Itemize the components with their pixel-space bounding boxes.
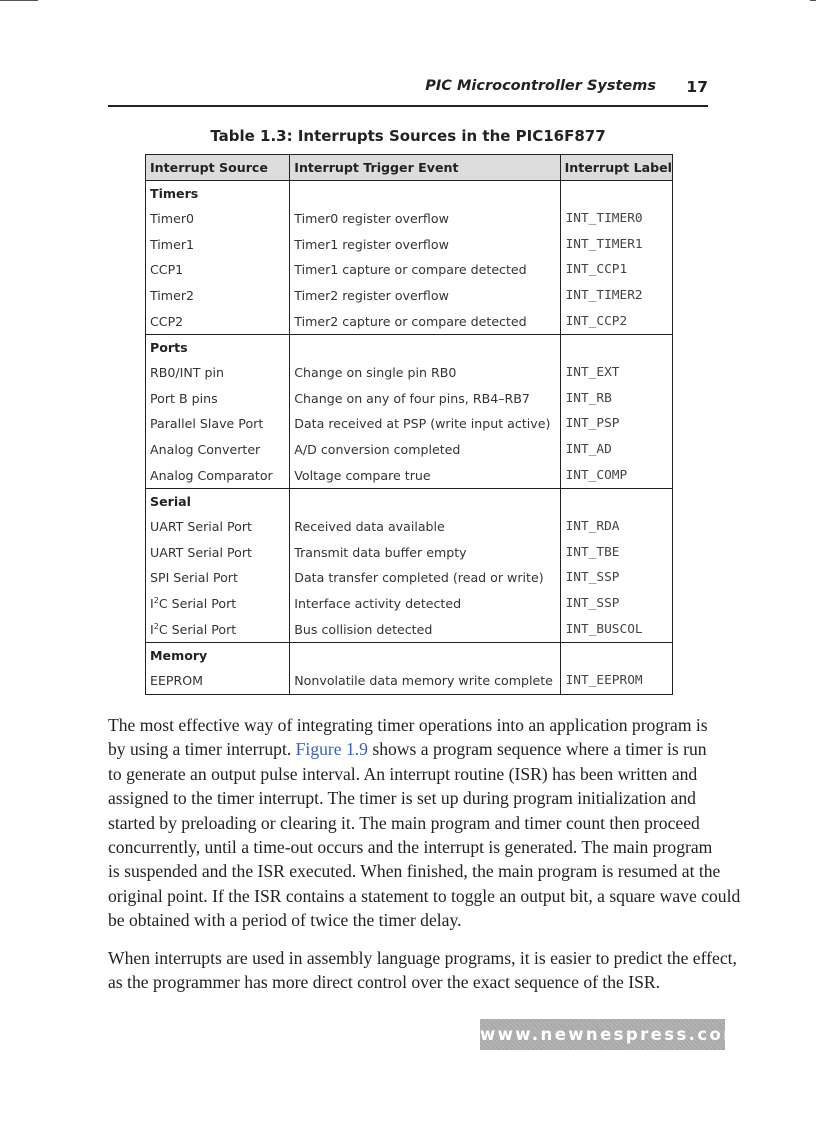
table-group-row: [146, 488, 673, 514]
interrupt-source-cell: Analog Comparator: [146, 462, 290, 488]
trigger-event-cell: Received data available: [290, 514, 560, 540]
table-row: [146, 360, 673, 386]
interrupt-source-cell: Timer0: [146, 206, 290, 232]
column-header-event: Interrupt Trigger Event: [290, 155, 560, 181]
table-group-row: [146, 334, 673, 360]
table-row: [146, 411, 673, 437]
source-superscript: 2: [153, 595, 159, 605]
table-header-row: [146, 155, 673, 181]
publisher-website[interactable]: www.newnespress.com: [480, 1019, 725, 1050]
group-heading: Serial: [146, 488, 290, 514]
table-row: [146, 283, 673, 309]
source-prefix: I: [150, 596, 154, 612]
paragraph-line: concurrently, until a time-out occurs and the interrupt is generated. The main program: [108, 837, 713, 858]
table-row: [146, 206, 673, 232]
source-superscript: 2: [153, 621, 159, 631]
interrupt-label-cell: INT_EEPROM: [560, 668, 672, 694]
interrupt-source-cell: UART Serial Port: [146, 540, 290, 566]
interrupt-source-cell: CCP2: [146, 308, 290, 334]
column-header-label: Interrupt Label: [560, 155, 672, 181]
table-row: [146, 616, 673, 642]
interrupt-source-cell: Port B pins: [146, 386, 290, 412]
table-row: [146, 232, 673, 258]
interrupt-source-cell: SPI Serial Port: [146, 565, 290, 591]
interrupt-label-cell: INT_COMP: [560, 462, 672, 488]
trigger-event-cell: Transmit data buffer empty: [290, 540, 560, 566]
trigger-event-cell: Voltage compare true: [290, 462, 560, 488]
crop-mark-right: [810, 0, 816, 1]
interrupt-label-cell: INT_TIMER2: [560, 283, 672, 309]
paragraph-line: [108, 737, 708, 761]
empty-cell: [560, 642, 672, 668]
table-row: [146, 565, 673, 591]
interrupt-source-cell: [146, 616, 290, 642]
interrupt-label-cell: INT_TIMER1: [560, 232, 672, 258]
interrupt-label-cell: INT_CCP2: [560, 308, 672, 334]
interrupt-source-cell: RB0/INT pin: [146, 360, 290, 386]
table-row: [146, 437, 673, 463]
interrupt-label-cell: INT_BUSCOL: [560, 616, 672, 642]
trigger-event-cell: Timer1 capture or compare detected: [290, 257, 560, 283]
table-group-row: [146, 642, 673, 668]
paragraph-line: to generate an output pulse interval. An interrupt routine (ISR) has been written and: [108, 763, 698, 784]
table-row: [146, 462, 673, 488]
trigger-event-cell: Timer2 register overflow: [290, 283, 560, 309]
text-span: by using a timer interrupt.: [108, 739, 296, 760]
page-number: 17: [686, 78, 708, 96]
paragraph-line: started by preloading or clearing it. The main program and timer count then proceed: [108, 812, 700, 833]
trigger-event-cell: Change on any of four pins, RB4–RB7: [290, 386, 560, 412]
group-heading: Ports: [146, 334, 290, 360]
paragraph-line: original point. If the ISR contains a statement to toggle an output bit, a square wave could: [108, 885, 741, 906]
table-row: [146, 591, 673, 617]
interrupt-source-cell: EEPROM: [146, 668, 290, 694]
trigger-event-cell: A/D conversion completed: [290, 437, 560, 463]
group-heading: Timers: [146, 181, 290, 207]
text-span: shows a program sequence where a timer is run: [367, 739, 707, 760]
column-header-source: Interrupt Source: [146, 155, 290, 181]
empty-cell: [290, 334, 560, 360]
source-prefix: I: [150, 621, 154, 637]
paragraph-timer-interrupts: [108, 713, 741, 933]
empty-cell: [290, 488, 560, 514]
interrupt-source-cell: Timer2: [146, 283, 290, 309]
trigger-event-cell: Bus collision detected: [290, 616, 560, 642]
trigger-event-cell: Timer1 register overflow: [290, 232, 560, 258]
interrupt-label-cell: INT_EXT: [560, 360, 672, 386]
table-row: [146, 540, 673, 566]
trigger-event-cell: Timer2 capture or compare detected: [290, 308, 560, 334]
trigger-event-cell: Interface activity detected: [290, 591, 560, 617]
empty-cell: [560, 488, 672, 514]
table-row: [146, 308, 673, 334]
table-body: [146, 181, 673, 695]
interrupt-source-cell: Parallel Slave Port: [146, 411, 290, 437]
interrupt-source-cell: UART Serial Port: [146, 514, 290, 540]
empty-cell: [560, 334, 672, 360]
group-heading: Memory: [146, 642, 290, 668]
interrupt-label-cell: INT_TBE: [560, 540, 672, 566]
trigger-event-cell: Timer0 register overflow: [290, 206, 560, 232]
interrupt-source-cell: Analog Converter: [146, 437, 290, 463]
table-row: [146, 514, 673, 540]
empty-cell: [290, 181, 560, 207]
paragraph-line: as the programmer has more direct control over the exact sequence of the ISR.: [108, 972, 661, 993]
interrupt-source-cell: Timer1: [146, 232, 290, 258]
interrupt-label-cell: INT_SSP: [560, 565, 672, 591]
interrupt-label-cell: INT_RDA: [560, 514, 672, 540]
source-rest: C Serial Port: [158, 621, 237, 637]
interrupt-label-cell: INT_SSP: [560, 591, 672, 617]
source-rest: C Serial Port: [158, 596, 237, 612]
trigger-event-cell: Change on single pin RB0: [290, 360, 560, 386]
interrupt-source-cell: [146, 591, 290, 617]
empty-cell: [560, 181, 672, 207]
interrupt-label-cell: INT_AD: [560, 437, 672, 463]
paragraph-line: be obtained with a period of twice the timer delay.: [108, 910, 462, 931]
table-row: [146, 257, 673, 283]
table-caption: Table 1.3: Interrupts Sources in the PIC16F877: [210, 127, 606, 145]
figure-link[interactable]: Figure 1.9: [295, 739, 368, 760]
paragraph-line: The most effective way of integrating timer operations into an application program is: [108, 715, 708, 735]
table-group-row: [146, 181, 673, 207]
trigger-event-cell: Data transfer completed (read or write): [290, 565, 560, 591]
trigger-event-cell: Nonvolatile data memory write complete: [290, 668, 560, 694]
header-rule: [108, 105, 708, 107]
crop-mark-left: [0, 0, 38, 1]
interrupt-sources-table: [145, 154, 673, 695]
interrupt-label-cell: INT_RB: [560, 386, 672, 412]
paragraph-assembly-interrupts: [108, 946, 737, 995]
interrupt-label-cell: INT_TIMER0: [560, 206, 672, 232]
trigger-event-cell: Data received at PSP (write input active): [290, 411, 560, 437]
running-header: [108, 78, 708, 100]
paragraph-line: is suspended and the ISR executed. When finished, the main program is resumed at the: [108, 861, 721, 882]
book-title: PIC Microcontroller Systems: [425, 78, 656, 94]
table-row: [146, 386, 673, 412]
interrupt-source-cell: CCP1: [146, 257, 290, 283]
paragraph-line: When interrupts are used in assembly language programs, it is easier to predict the effect,: [108, 948, 737, 968]
empty-cell: [290, 642, 560, 668]
interrupt-label-cell: INT_PSP: [560, 411, 672, 437]
paragraph-line: assigned to the timer interrupt. The timer is set up during program initialization and: [108, 788, 696, 809]
table-row: [146, 668, 673, 694]
interrupt-label-cell: INT_CCP1: [560, 257, 672, 283]
